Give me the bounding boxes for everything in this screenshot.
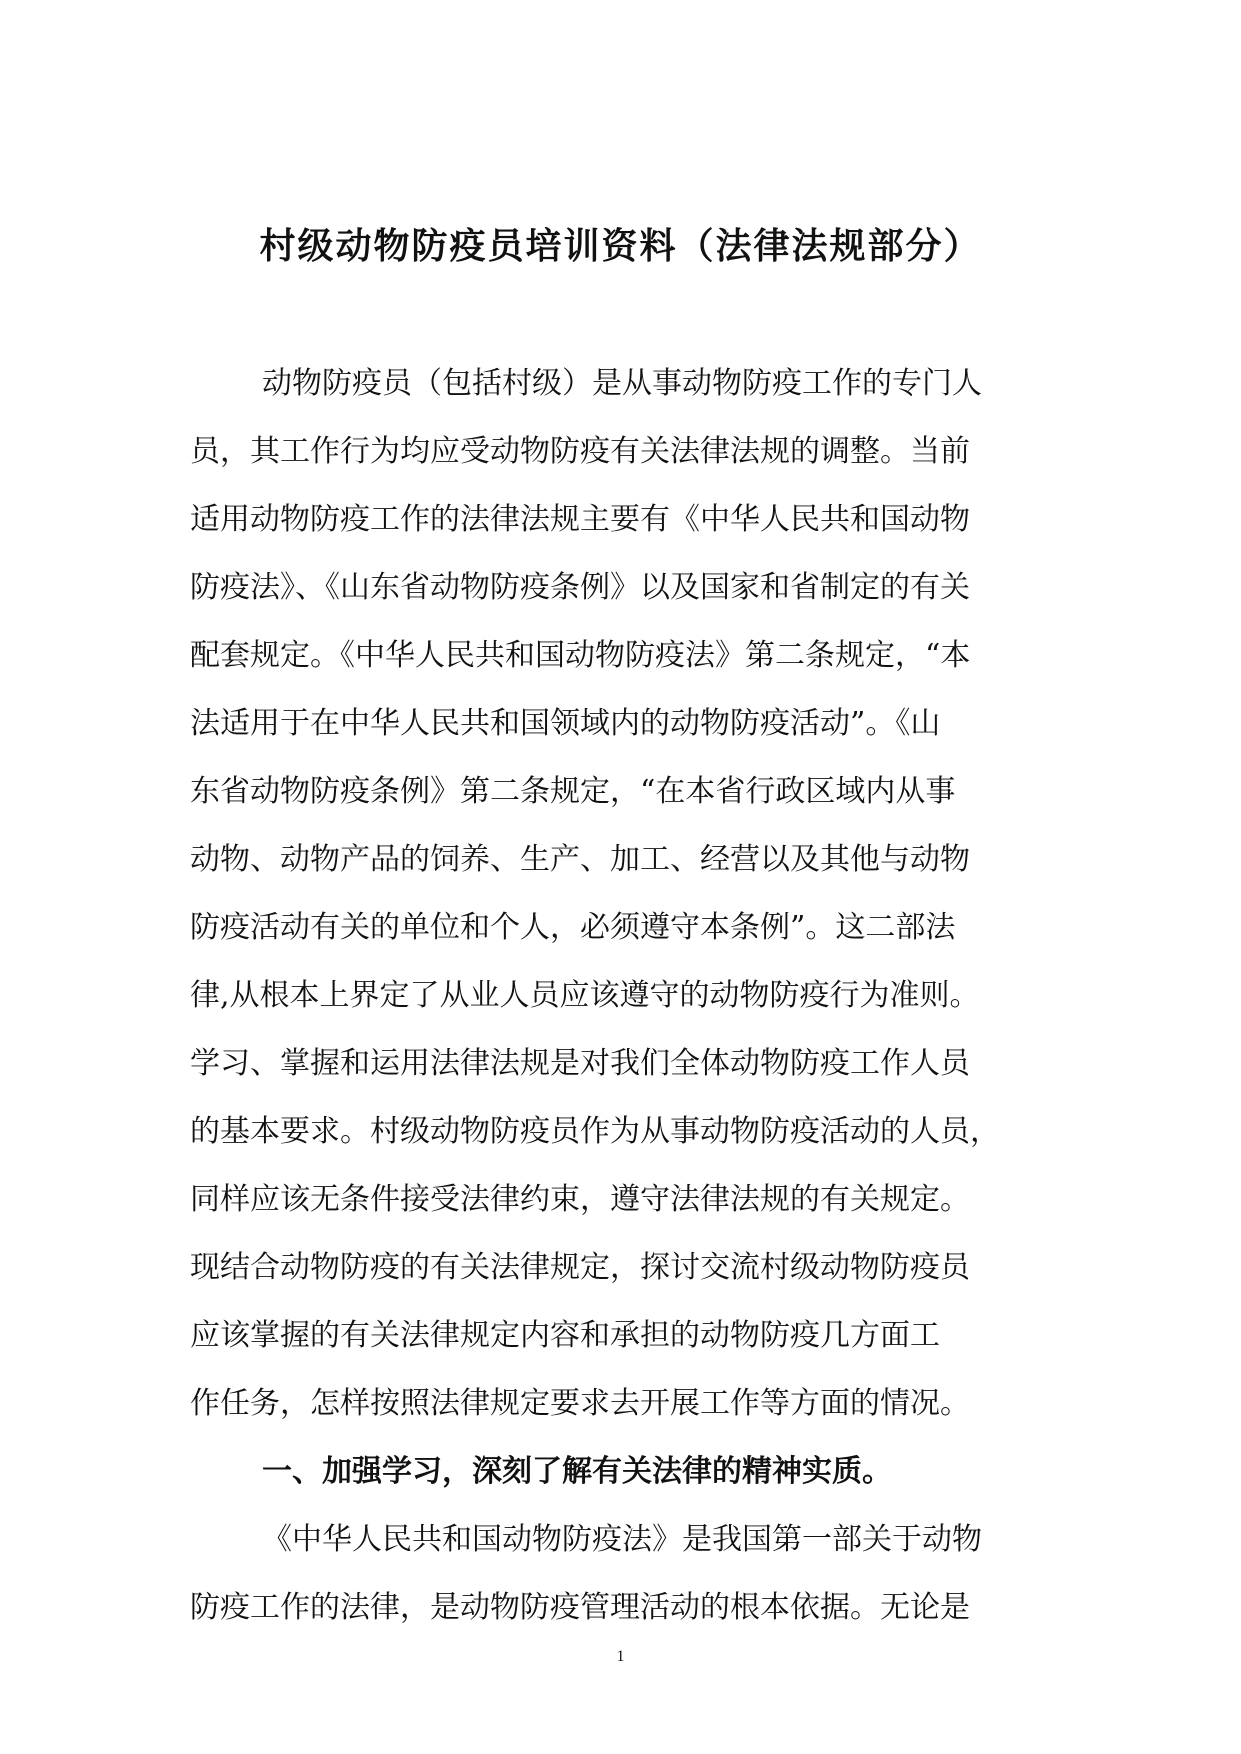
paragraph-line: 《中华人民共和国动物防疫法》是我国第一部关于动物	[262, 1522, 982, 1557]
paragraph-line: 同样应该无条件接受法律约束，遵守法律法规的有关规定。	[190, 1182, 970, 1217]
paragraph-line: 动物、动物产品的饲养、生产、加工、经营以及其他与动物	[190, 842, 970, 877]
page-number: 1	[616, 1648, 625, 1665]
paragraph-line: 法适用于在中华人民共和国领域内的动物防疫活动”。《山	[190, 706, 941, 741]
paragraph-line: 律,从根本上界定了从业人员应该遵守的动物防疫行为准则。	[190, 978, 980, 1013]
paragraph-line: 现结合动物防疫的有关法律规定，探讨交流村级动物防疫员	[190, 1250, 970, 1285]
paragraph-line: 防疫工作的法律，是动物防疫管理活动的根本依据。无论是	[190, 1590, 970, 1625]
paragraph-line: 东省动物防疫条例》第二条规定，“在本省行政区域内从事	[190, 774, 956, 809]
paragraph-line: 防疫活动有关的单位和个人，必须遵守本条例”。这二部法	[190, 910, 956, 945]
paragraph-line: 动物防疫员（包括村级）是从事动物防疫工作的专门人	[262, 366, 982, 401]
paragraph-line: 学习、掌握和运用法律法规是对我们全体动物防疫工作人员	[190, 1046, 970, 1081]
paragraph-line: 的基本要求。村级动物防疫员作为从事动物防疫活动的人员，	[190, 1114, 1000, 1149]
paragraph-line: 配套规定。《中华人民共和国动物防疫法》第二条规定，“本	[190, 638, 971, 673]
paragraph-line: 作任务，怎样按照法律规定要求去开展工作等方面的情况。	[190, 1386, 970, 1421]
paragraph-line: 适用动物防疫工作的法律法规主要有《中华人民共和国动物	[190, 502, 970, 537]
document-title: 村级动物防疫员培训资料（法律法规部分）	[259, 226, 982, 267]
section-heading: 一、加强学习，深刻了解有关法律的精神实质。	[262, 1454, 892, 1489]
document-body	[190, 350, 1050, 1642]
paragraph-line: 员，其工作行为均应受动物防疫有关法律法规的调整。当前	[190, 434, 970, 469]
paragraph-line: 防疫法》、《山东省动物防疫条例》以及国家和省制定的有关	[190, 570, 970, 605]
paragraph-line: 应该掌握的有关法律规定内容和承担的动物防疫几方面工	[190, 1318, 940, 1353]
